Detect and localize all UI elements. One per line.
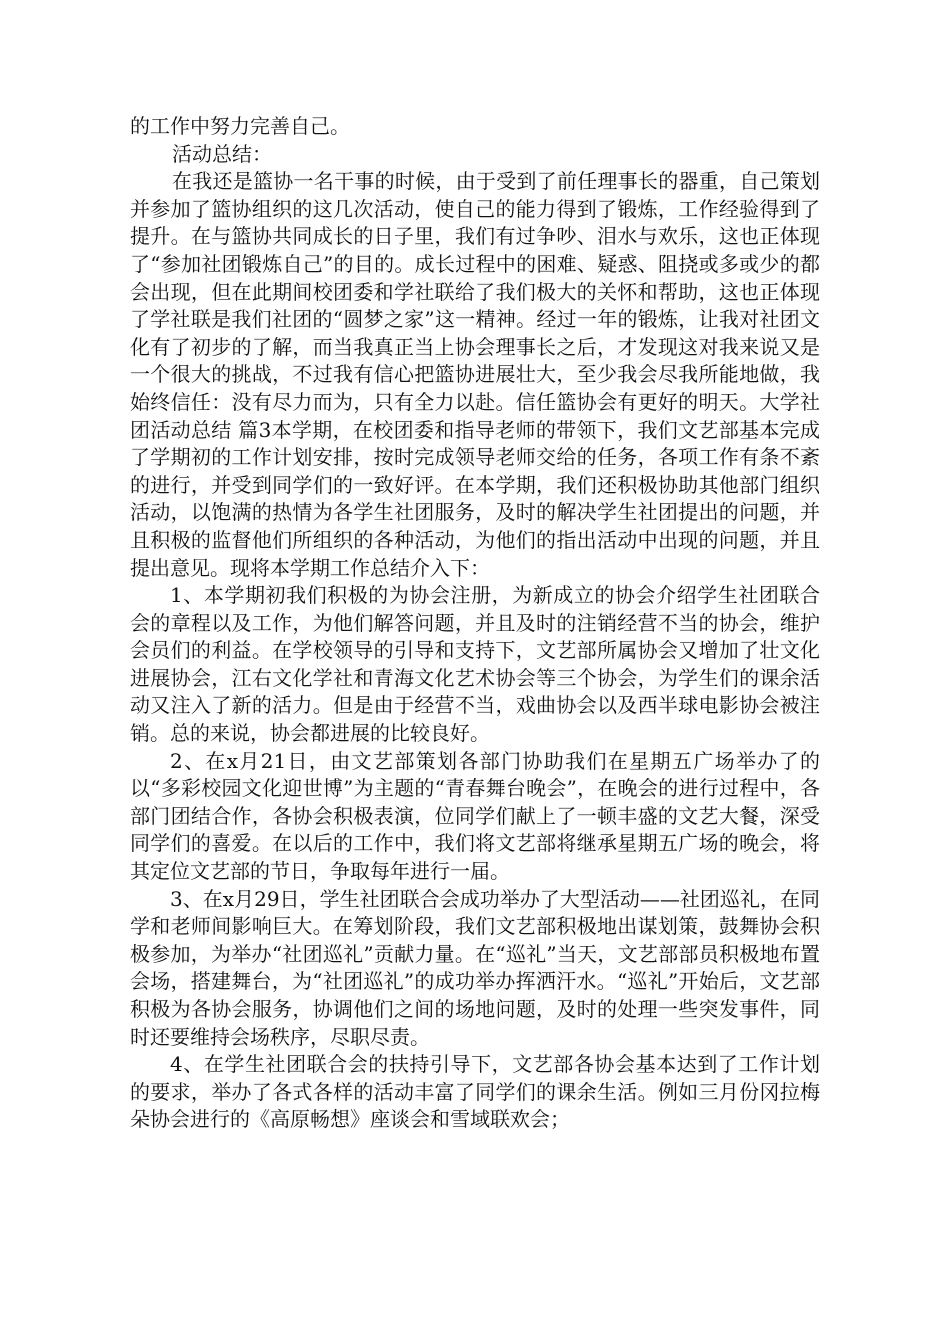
paragraph-item-3: 3、在x月29日，学生社团联合会成功举办了大型活动——社团巡礼，在同学和老师间影响巨大。在筹划阶段，我们文艺部积极地出谋划策，鼓舞协会积极参加，为举办“社团巡礼”贡献力量。在“巡礼”当天，文艺部部员积极地布置会场，搭建舞台，为“社团巡礼”的成功举办挥洒汗水。“巡礼”开始后，文艺部积极为各协会服务，协调他们之间的场地问题，及时的处理一些突发事件，同时还要维持会场秩序，尽职尽责。 — [130, 886, 820, 1049]
paragraph-item-1: 1、本学期初我们积极的为协会注册，为新成立的协会介绍学生社团联合会的章程以及工作，为他们解答问题，并且及时的注销经营不当的协会，维护会员们的利益。在学校领导的引导和支持下，文艺部所属协会又增加了壮文化进展协会，江右文化学社和青海文化艺术协会等三个协会，为学生们的课余活动又注入了新的活力。但是由于经营不当，戏曲协会以及西半球电影协会被注销。总的来说，协会都进展的比较良好。 — [130, 583, 820, 746]
paragraph-item-2: 2、在x月21日，由文艺部策划各部门协助我们在星期五广场举办了的以“多彩校园文化迎世博”为主题的“青春舞台晚会”，在晚会的进行过程中，各部门团结合作，各协会积极表演，位同学们献上了一顿丰盛的文艺大餐，深受同学们的喜爱。在以后的工作中，我们将文艺部将继承星期五广场的晚会，将其定位文艺部的节日，争取每年进行一届。 — [130, 748, 820, 884]
paragraph-basketball-association: 在我还是篮协一名干事的时候，由于受到了前任理事长的器重，自己策划并参加了篮协组织的这几次活动，使自己的能力得到了锻炼，工作经验得到了提升。在与篮协共同成长的日子里，我们有过争吵、泪水与欢乐，这也正体现了“参加社团锻炼自己”的目的。成长过程中的困难、疑惑、阻挠或多或少的都会出现，但在此期间校团委和学社联给了我们极大的关怀和帮助，这也正体现了学社联是我们社团的“圆梦之家”这一精神。经过一年的锻炼，让我对社团文化有了初步的了解，而当我真正当上协会理事长之后，才发现这对我来说又是一个很大的挑战，不过我有信心把篮协进展壮大，至少我会尽我所能地做，我始终信任：没有尽力而为，只有全力以赴。信任篮协会有更好的明天。大学社团活动总结 篇3本学期，在校团委和指导老师的带领下，我们文艺部基本完成了学期初的工作计划安排，按时完成领导老师交给的任务，各项工作有条不紊的进行，并受到同学们的一致好评。在本学期，我们还积极协助其他部门组织活动，以饱满的热情为各学生社团服务，及时的解决学生社团提出的问题，并且积极的监督他们所组织的各种活动，为他们的指出活动中出现的问题，并且提出意见。现将本学期工作总结介入下： — [130, 169, 820, 580]
paragraph-continuation: 的工作中努力完善自己。 — [130, 114, 350, 138]
paragraph-heading-activity-summary: 活动总结： — [172, 141, 272, 166]
document-body — [130, 113, 820, 1134]
paragraph-item-4: 4、在学生社团联合会的扶持引导下，文艺部各协会基本达到了工作计划的要求，举办了各式各样的活动丰富了同学们的课余生活。例如三月份冈拉梅朵协会进行的《高原畅想》座谈会和雪域联欢会； — [130, 1052, 820, 1132]
